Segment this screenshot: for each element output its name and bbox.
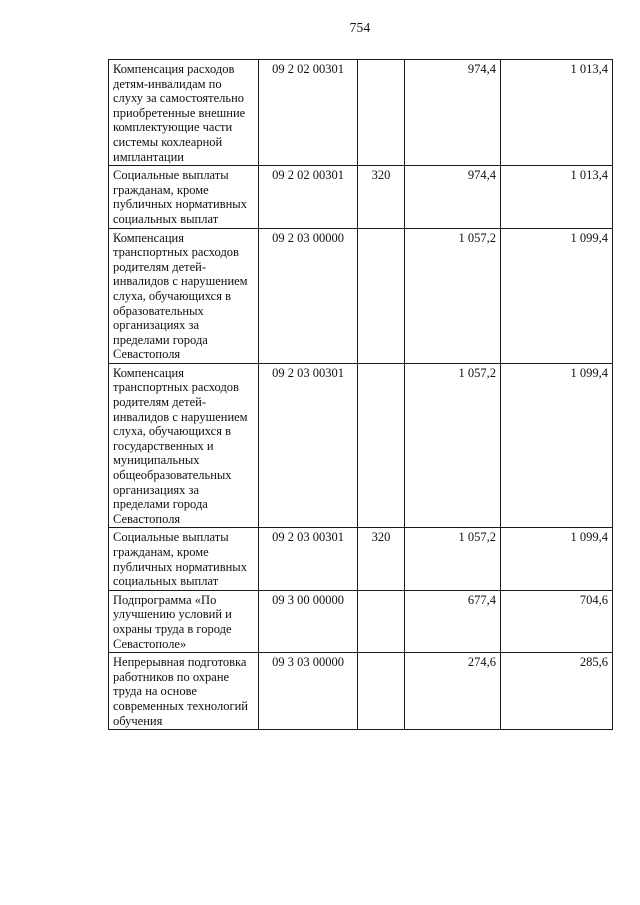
row-code-cell: 09 2 02 00301 (259, 166, 358, 228)
row-name-cell: Непрерывная подготовка работников по охране труда на основе современных технологий обучения (109, 653, 259, 730)
row-expense-type-cell: 320 (358, 528, 405, 590)
row-amount-year2-cell: 1 099,4 (501, 228, 613, 363)
row-name-cell: Компенсация транспортных расходов родителям детей-инвалидов с нарушением слуха, обучающихся в государственных и муниципальных общеобразовательных организациях за пределами города Севастополя (109, 363, 259, 528)
row-expense-type-cell (358, 590, 405, 652)
row-expense-type-cell: 320 (358, 166, 405, 228)
row-amount-year1-cell: 1 057,2 (405, 228, 501, 363)
row-name-cell: Компенсация транспортных расходов родителям детей-инвалидов с нарушением слуха, обучающихся в образовательных организациях за пределами города Севастополя (109, 228, 259, 363)
row-code-cell: 09 3 00 00000 (259, 590, 358, 652)
row-amount-year2-cell: 1 099,4 (501, 528, 613, 590)
row-amount-year1-cell: 974,4 (405, 60, 501, 166)
row-name-cell: Социальные выплаты гражданам, кроме публичных нормативных социальных выплат (109, 166, 259, 228)
row-name-cell: Подпрограмма «По улучшению условий и охраны труда в городе Севастополе» (109, 590, 259, 652)
page-number: 754 (349, 20, 371, 35)
row-name-cell: Социальные выплаты гражданам, кроме публичных нормативных социальных выплат (109, 528, 259, 590)
row-expense-type-cell (358, 60, 405, 166)
row-code-cell: 09 3 03 00000 (259, 653, 358, 730)
row-amount-year2-cell: 1 013,4 (501, 60, 613, 166)
row-expense-type-cell (358, 653, 405, 730)
row-code-cell: 09 2 03 00000 (259, 228, 358, 363)
row-amount-year1-cell: 974,4 (405, 166, 501, 228)
budget-table (108, 59, 613, 730)
row-amount-year2-cell: 1 013,4 (501, 166, 613, 228)
row-amount-year1-cell: 274,6 (405, 653, 501, 730)
row-amount-year2-cell: 704,6 (501, 590, 613, 652)
table-row (109, 228, 613, 363)
table-row (109, 653, 613, 730)
row-code-cell: 09 2 03 00301 (259, 528, 358, 590)
row-amount-year1-cell: 1 057,2 (405, 363, 501, 528)
table-row (109, 166, 613, 228)
row-amount-year2-cell: 285,6 (501, 653, 613, 730)
table-row (109, 528, 613, 590)
table-row (109, 363, 613, 528)
row-expense-type-cell (358, 363, 405, 528)
table-row (109, 590, 613, 652)
row-expense-type-cell (358, 228, 405, 363)
row-code-cell: 09 2 02 00301 (259, 60, 358, 166)
table-row (109, 60, 613, 166)
row-amount-year1-cell: 677,4 (405, 590, 501, 652)
row-amount-year1-cell: 1 057,2 (405, 528, 501, 590)
row-name-cell: Компенсация расходов детям-инвалидам по слуху за самостоятельно приобретенные внешние комплектующие части системы кохлеарной имплантации (109, 60, 259, 166)
row-amount-year2-cell: 1 099,4 (501, 363, 613, 528)
row-code-cell: 09 2 03 00301 (259, 363, 358, 528)
